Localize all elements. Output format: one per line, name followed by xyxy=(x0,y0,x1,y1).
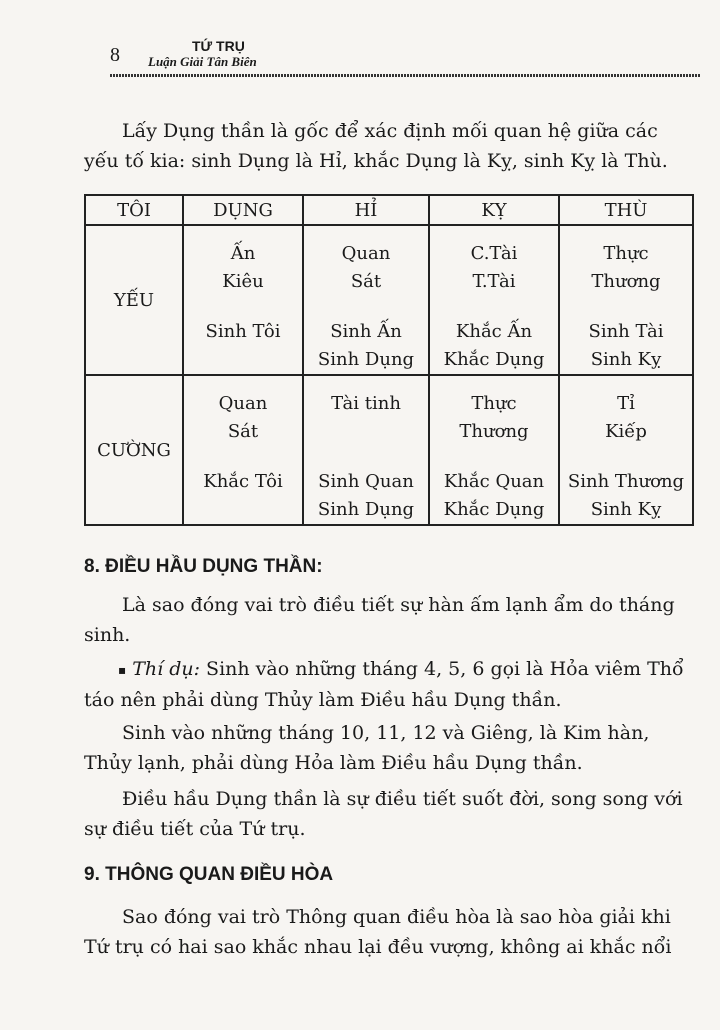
table-row xyxy=(85,225,693,375)
table-header: KỴ xyxy=(429,195,559,225)
page-number: 8 xyxy=(110,44,120,66)
cell-text: Sát xyxy=(227,421,259,442)
cell-text: Sinh Kỵ xyxy=(590,499,662,520)
example-label: Thí dụ: xyxy=(132,658,201,680)
cell-text: C.Tài xyxy=(470,243,518,264)
row-label: YẾU xyxy=(85,225,183,375)
table-cell xyxy=(183,375,303,525)
table-cell xyxy=(303,375,429,525)
section-8-heading: 8. ĐIỀU HẦU DỤNG THẦN: xyxy=(84,556,323,577)
table-header-row xyxy=(85,195,693,225)
table-header: TÔI xyxy=(85,195,183,225)
cell-text: Thương xyxy=(459,421,529,442)
page-header xyxy=(110,38,700,78)
cell-text: Quan xyxy=(218,393,268,414)
cell-text: Sinh Quan xyxy=(318,471,414,492)
cell-text: Khắc Tôi xyxy=(203,471,283,492)
table-header: THÙ xyxy=(559,195,693,225)
intro-paragraph: Lấy Dụng thần là gốc để xác định mối quan hệ giữa các yếu tố kia: sinh Dụng là Hỉ, khắc Dụng là Kỵ, sinh Kỵ là Thù. xyxy=(84,120,668,172)
cell-text: Thực xyxy=(471,393,517,414)
table-cell xyxy=(429,375,559,525)
cell-text: T.Tài xyxy=(472,271,516,292)
cell-text: Quan xyxy=(341,243,391,264)
cell-text: Sinh Dụng xyxy=(317,349,415,370)
cell-text: Sinh Thương xyxy=(567,471,685,492)
cell-text: Tỉ xyxy=(617,393,635,414)
cell-text: Thương xyxy=(591,271,661,292)
cell-text: Khắc Dụng xyxy=(443,349,545,370)
table-header: DỤNG xyxy=(183,195,303,225)
table-cell xyxy=(559,375,693,525)
bullet-icon: ▪ xyxy=(118,663,127,677)
cell-text: Tài tinh xyxy=(331,393,401,414)
cell-text: Sinh Dụng xyxy=(317,499,415,520)
cell-text: Khắc Dụng xyxy=(443,499,545,520)
section-8-paragraph: Sinh vào những tháng 10, 11, 12 và Giêng, là Kim hàn, Thủy lạnh, phải dùng Hỏa làm Điều hầu Dụng thần. xyxy=(84,722,650,774)
section-9-paragraph: Sao đóng vai trò Thông quan điều hòa là sao hòa giải khi Tứ trụ có hai sao khắc nhau lại đều vượng, không ai khắc nổi xyxy=(84,906,672,958)
table-row xyxy=(85,375,693,525)
cell-text: Sinh Ấn xyxy=(330,321,402,342)
book-title: TỨ TRỤ xyxy=(192,38,245,54)
cell-text: Thực xyxy=(603,243,649,264)
table-cell xyxy=(429,225,559,375)
cell-text: Sát xyxy=(350,271,382,292)
cell-text: Kiêu xyxy=(222,271,264,292)
example-text: Sinh vào những tháng 4, 5, 6 gọi là Hỏa viêm Thổ táo nên phải dùng Thủy làm Điều hầu Dụng thần. xyxy=(84,658,684,711)
cell-text: Sinh Kỵ xyxy=(590,349,662,370)
section-8-paragraph: Điều hầu Dụng thần là sự điều tiết suốt đời, song song với sự điều tiết của Tứ trụ. xyxy=(84,788,683,840)
cell-text: Ấn xyxy=(230,243,256,264)
section-9-heading: 9. THÔNG QUAN ĐIỀU HÒA xyxy=(84,864,334,885)
section-8-paragraph: Là sao đóng vai trò điều tiết sự hàn ấm lạnh ẩm do tháng sinh. xyxy=(84,594,675,646)
table-cell xyxy=(303,225,429,375)
row-label: CƯỜNG xyxy=(85,375,183,525)
table-cell xyxy=(183,225,303,375)
cell-text: Sinh Tôi xyxy=(205,321,281,342)
header-rule xyxy=(110,74,700,77)
table-header: HỈ xyxy=(303,195,429,225)
table-cell xyxy=(559,225,693,375)
cell-text: Khắc Quan xyxy=(443,471,545,492)
cell-text: Kiếp xyxy=(605,421,647,442)
relation-table xyxy=(84,194,694,526)
cell-text: Sinh Tài xyxy=(588,321,664,342)
example-paragraph xyxy=(84,654,696,715)
cell-text: Khắc Ấn xyxy=(455,321,533,342)
book-subtitle: Luận Giải Tân Biên xyxy=(148,54,257,69)
